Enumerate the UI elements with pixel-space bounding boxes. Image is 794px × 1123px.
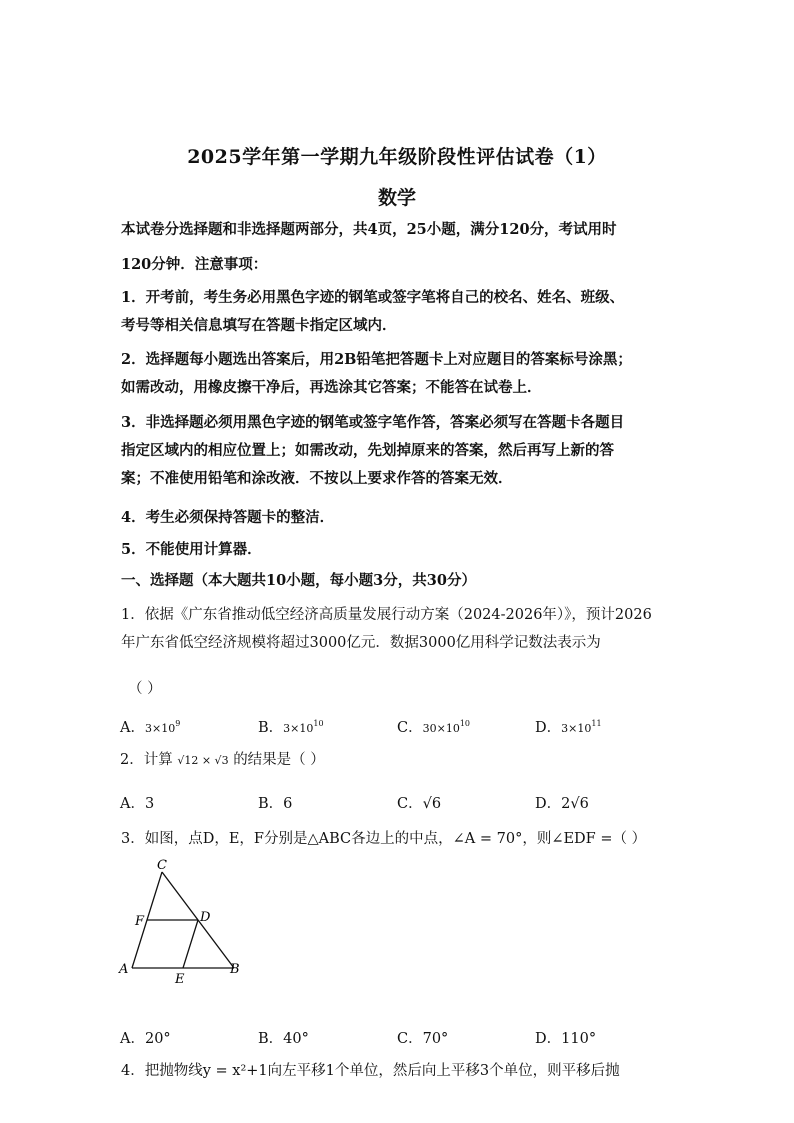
label-b: B — [230, 962, 240, 977]
label-e: E — [175, 972, 185, 987]
note-3-line-2: 指定区域内的相应位置上；如需改动，先划掉原来的答案，然后再写上新的答 — [121, 442, 614, 459]
q2-option-c — [397, 792, 441, 813]
note-1-line-1: 1．开考前，考生务必用黑色字迹的钢笔或签字笔将自己的校名、姓名、班级、 — [121, 289, 625, 306]
triangle-figure — [112, 858, 252, 993]
q1-option-b — [258, 716, 324, 737]
q1-answer-blank: （ ） — [128, 681, 162, 697]
label-f: F — [135, 914, 145, 929]
label-c: C — [157, 858, 167, 873]
option-label: C． — [397, 796, 423, 812]
note-5: 5．不能使用计算器． — [121, 541, 262, 558]
option-exponent: 9 — [175, 719, 181, 729]
intro-line-2: 120分钟．注意事项： — [121, 256, 268, 273]
option-value: 2√6 — [561, 796, 589, 812]
option-exponent: 10 — [313, 719, 324, 729]
option-value: 110° — [561, 1031, 597, 1047]
q1-line-2: 年广东省低空经济规模将超过3000亿元．数据3000亿用科学记数法表示为 — [121, 635, 601, 651]
note-2 — [121, 346, 681, 402]
note-1 — [121, 284, 681, 340]
q2-suffix: 的结果是（ ） — [233, 752, 325, 768]
segment-de — [183, 920, 198, 968]
option-label: D． — [535, 796, 562, 812]
q1-option-d — [535, 716, 602, 737]
option-exponent: 10 — [459, 719, 471, 729]
option-base: 3×10 — [283, 722, 314, 735]
option-value: 70° — [422, 1031, 449, 1047]
section-1-heading: 一、选择题（本大题共10小题，每小题3分，共30分） — [121, 572, 476, 589]
note-3 — [121, 409, 681, 493]
note-1-line-2: 考号等相关信息填写在答题卡指定区域内． — [121, 317, 397, 334]
option-label: A． — [120, 720, 145, 736]
option-value: 3 — [144, 796, 155, 812]
label-d: D — [200, 910, 211, 925]
q2-expression: √12 × √3 — [177, 754, 229, 767]
option-label: B． — [258, 1031, 284, 1047]
q2-option-d — [535, 792, 589, 813]
option-value: 40° — [283, 1031, 309, 1047]
page-title: 2025学年第一学期九年级阶段性评估试卷（1） — [187, 146, 607, 168]
note-2-line-1: 2．选择题每小题选出答案后，用2B铅笔把答题卡上对应题目的答案标号涂黑； — [121, 351, 632, 368]
note-2-line-2: 如需改动，用橡皮擦干净后，再选涂其它答案；不能答在试卷上． — [121, 379, 542, 396]
option-label: C． — [397, 720, 423, 736]
option-value: 20° — [144, 1031, 171, 1047]
question-2 — [120, 748, 325, 769]
q1-option-a — [120, 716, 180, 737]
q3-option-c — [397, 1027, 448, 1048]
option-value: √6 — [422, 796, 442, 812]
q1-line-1: 1．依据《广东省推动低空经济高质量发展行动方案（2024-2026年）》，预计2026 — [121, 607, 652, 623]
option-value: 6 — [283, 796, 293, 812]
q3-option-d — [535, 1027, 596, 1048]
option-label: A． — [120, 1031, 145, 1047]
option-label: A． — [120, 796, 145, 812]
option-exponent: 11 — [591, 719, 602, 729]
option-label: D． — [535, 720, 562, 736]
option-label: C． — [397, 1031, 423, 1047]
q2-option-a — [120, 792, 154, 813]
note-3-line-3: 案；不准使用铅笔和涂改液．不按以上要求作答的答案无效． — [121, 470, 513, 487]
q2-option-b — [258, 792, 292, 813]
option-base: 3×10 — [561, 722, 592, 735]
question-3: 3．如图，点D，E，F分别是△ABC各边上的中点，∠A = 70°，则∠EDF =（ ） — [121, 831, 647, 847]
q2-prefix: 2．计算 — [120, 752, 173, 768]
q3-option-b — [258, 1027, 309, 1048]
option-label: B． — [258, 720, 284, 736]
question-4: 4．把抛物线y = x²+1向左平移1个单位，然后向上平移3个单位，则平移后抛 — [121, 1063, 620, 1079]
q1-option-c — [397, 716, 470, 737]
subject-title: 数学 — [377, 187, 416, 209]
intro-line-1: 本试卷分选择题和非选择题两部分，共4页，25小题，满分120分，考试用时 — [121, 221, 617, 238]
q3-option-a — [120, 1027, 171, 1048]
option-label: D． — [535, 1031, 562, 1047]
option-base: 3×10 — [144, 722, 176, 735]
question-1 — [121, 601, 681, 657]
note-3-line-1: 3．非选择题必须用黑色字迹的钢笔或签字笔作答，答案必须写在答题卡各题目 — [121, 414, 625, 431]
option-base: 30×10 — [422, 722, 460, 735]
option-label: B． — [258, 796, 284, 812]
label-a: A — [119, 962, 129, 977]
note-4: 4．考生必须保持答题卡的整洁． — [121, 509, 335, 526]
